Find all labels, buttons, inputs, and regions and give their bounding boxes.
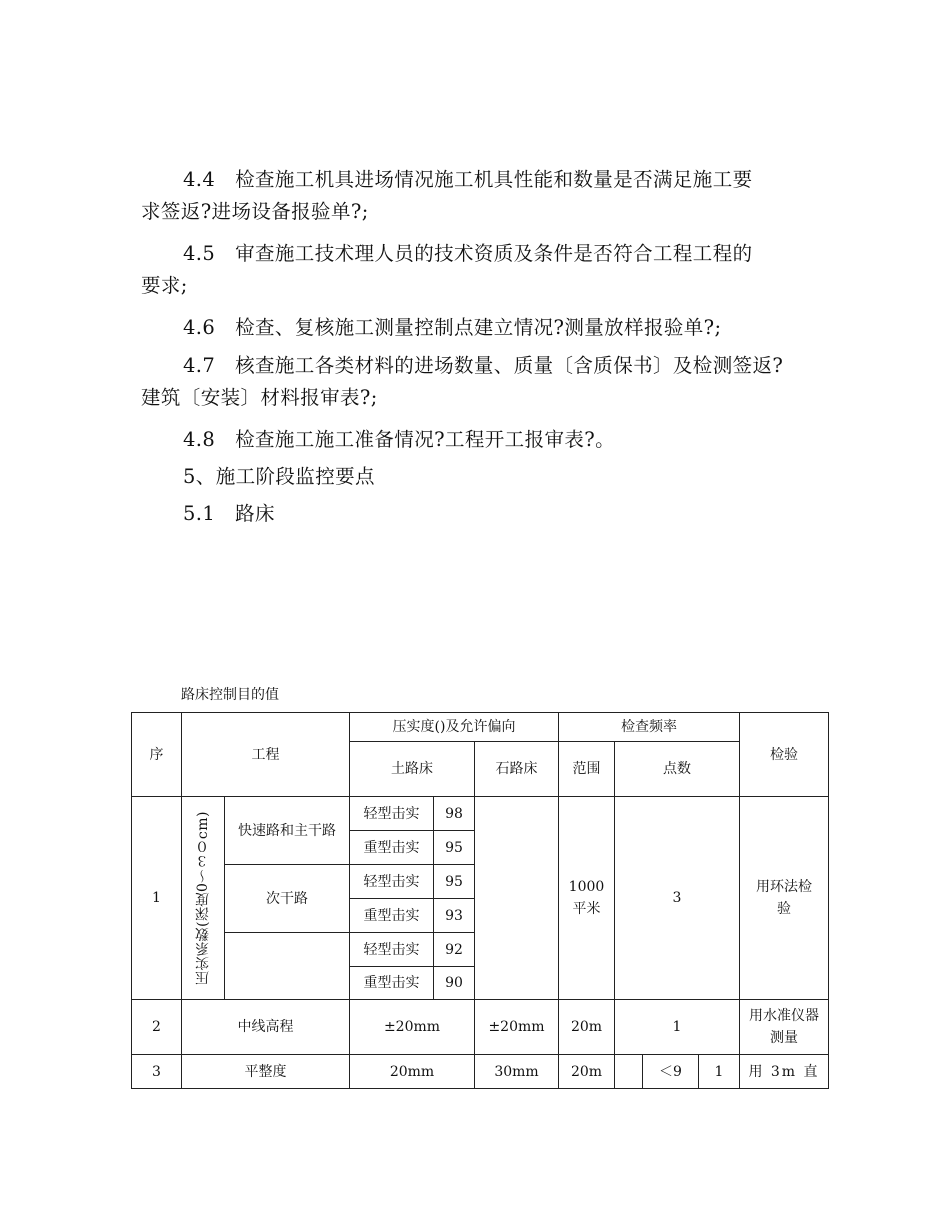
row1-sub1: 快速路和主干路 [225, 797, 350, 865]
light-compaction-label: 轻型击实 [350, 865, 434, 899]
header-points: 点数 [615, 742, 740, 797]
row1-sub3 [225, 933, 350, 1000]
heavy-compaction-label: 重型击实 [350, 831, 434, 865]
row2-soil: ±20mm [350, 1000, 475, 1055]
row3-points-c: 1 [699, 1055, 740, 1089]
para-line: 4.8 检查施工施工准备情况?工程开工报审表?。 [183, 428, 616, 451]
row2-inspection [740, 1000, 829, 1055]
header-frequency: 检查频率 [559, 713, 740, 742]
row3-points-b: ＜9 [643, 1055, 699, 1089]
compaction-value: 90 [434, 967, 475, 1000]
row1-vertical-label-cell [182, 797, 225, 1000]
compaction-value: 95 [434, 865, 475, 899]
para-line: 求签返?进场设备报验单?; [141, 200, 369, 223]
header-project: 工程 [182, 713, 350, 797]
table-row [132, 1000, 829, 1055]
paragraph-4-4 [141, 164, 811, 228]
header-range: 范围 [559, 742, 615, 797]
header-compaction: 压实度()及允许偏向 [350, 713, 559, 742]
header-stone-bed: 石路床 [475, 742, 559, 797]
para-line: 要求; [141, 274, 188, 297]
heavy-compaction-label: 重型击实 [350, 899, 434, 933]
row3-stone: 30mm [475, 1055, 559, 1089]
header-soil-bed: 土路床 [350, 742, 475, 797]
row3-project: 平整度 [182, 1055, 350, 1089]
row1-seq: 1 [132, 797, 182, 1000]
para-line: 4.4 检查施工机具进场情况施工机具性能和数量是否满足施工要 [183, 168, 753, 191]
para-line: 4.7 核查施工各类材料的进场数量、质量〔含质保书〕及检测签返? [183, 354, 784, 377]
compaction-value: 95 [434, 831, 475, 865]
paragraph-4-5 [141, 238, 811, 302]
para-line: 5.1 路床 [183, 502, 275, 525]
compaction-value: 93 [434, 899, 475, 933]
row1-range-text: 1000平米 [568, 879, 605, 917]
table-row [132, 1055, 829, 1089]
row1-stone-empty [475, 797, 559, 1000]
heading-5-1 [141, 498, 811, 530]
row1-range [559, 797, 615, 1000]
light-compaction-label: 轻型击实 [350, 797, 434, 831]
row3-points-a [615, 1055, 643, 1089]
para-line: 建筑〔安装〕材料报审表?; [141, 386, 378, 409]
compaction-value: 98 [434, 797, 475, 831]
row1-sub2: 次干路 [225, 865, 350, 933]
row1-points: 3 [615, 797, 740, 1000]
paragraph-4-8 [141, 424, 811, 456]
row2-points: 1 [615, 1000, 740, 1055]
para-line: 4.6 检查、复核施工测量控制点建立情况?测量放样报验单?; [183, 316, 722, 339]
row1-inspection [740, 797, 829, 1000]
paragraph-4-7 [141, 350, 811, 414]
row1-inspection-text: 用环法检验 [756, 879, 812, 917]
row2-project: 中线高程 [182, 1000, 350, 1055]
para-line: 5、施工阶段监控要点 [183, 465, 375, 488]
row3-range: 20m [559, 1055, 615, 1089]
header-seq: 序 [132, 713, 182, 797]
row2-stone: ±20mm [475, 1000, 559, 1055]
light-compaction-label: 轻型击实 [350, 933, 434, 967]
row3-soil: 20mm [350, 1055, 475, 1089]
row3-inspection: 用 3m 直 [740, 1055, 829, 1089]
roadbed-control-table [131, 712, 829, 1089]
header-inspection: 检验 [740, 713, 829, 797]
para-line: 4.5 审查施工技术理人员的技术资质及条件是否符合工程工程的 [183, 242, 753, 265]
row2-seq: 2 [132, 1000, 182, 1055]
heavy-compaction-label: 重型击实 [350, 967, 434, 1000]
heading-5 [141, 461, 811, 493]
table-row [132, 713, 829, 742]
row1-vertical-label: 压实系数(深度0～３０cm) [195, 811, 211, 985]
table-caption: 路床控制目的值 [181, 687, 279, 703]
row2-inspection-text: 用水准仪器测量 [749, 1008, 819, 1046]
row2-range: 20m [559, 1000, 615, 1055]
row3-seq: 3 [132, 1055, 182, 1089]
table-row [132, 797, 829, 831]
paragraph-4-6 [141, 312, 811, 344]
compaction-value: 92 [434, 933, 475, 967]
